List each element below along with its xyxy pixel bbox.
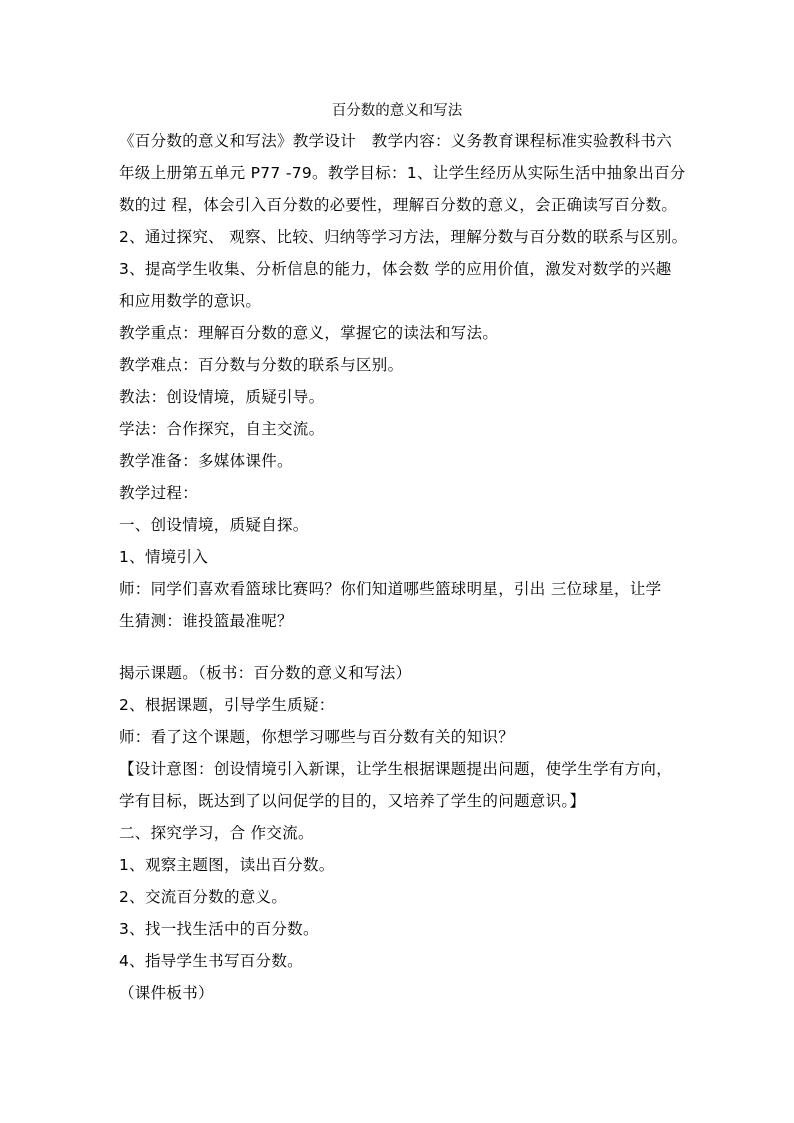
paragraph-line: 教学过程： <box>119 484 199 502</box>
paragraph-line: 《百分数的意义和写法》教学设计 教学内容：义务教育课程标准实验教科书六 <box>119 132 673 150</box>
paragraph-line: 2、交流百分数的意义。 <box>119 888 288 906</box>
paragraph-line: 教学准备：多媒体课件。 <box>119 452 293 470</box>
paragraph-line: 2、通过探究、 观察、比较、归纳等学习方法，理解分数与百分数的联系与区别。 <box>119 228 688 246</box>
section-heading: 二、探究学习，合 作交流。 <box>119 824 314 842</box>
section-heading: 一、创设情境，质疑自探。 <box>119 516 309 534</box>
paragraph-line: 教法：创设情境，质疑引导。 <box>119 388 325 406</box>
paragraph-line: 师：同学们喜欢看篮球比赛吗？你们知道哪些篮球明星，引出 三位球星，让学 <box>119 580 662 598</box>
design-intent-line: 【设计意图：创设情境引入新课，让学生根据课题提出问题，使学生学有方向， <box>119 760 673 778</box>
paragraph-line: 3、找一找生活中的百分数。 <box>119 920 319 938</box>
paragraph-line: 1、观察主题图，读出百分数。 <box>119 856 335 874</box>
paragraph-line: 教学难点：百分数与分数的联系与区别。 <box>119 356 404 374</box>
paragraph-line: （课件板书） <box>119 984 214 1002</box>
document-title: 百分数的意义和写法 <box>331 103 463 119</box>
paragraph-line: 数的过 程，体会引入百分数的必要性，理解百分数的意义，会正确读写百分数。 <box>119 196 678 214</box>
paragraph-line: 学法：合作探究，自主交流。 <box>119 420 325 438</box>
paragraph-line: 和应用数学的意识。 <box>119 292 262 310</box>
paragraph-line: 揭示课题。（板书：百分数的意义和写法） <box>119 664 412 682</box>
design-intent-line: 学有目标，既达到了以问促学的目的，又培养了学生的问题意识。】 <box>119 792 586 810</box>
paragraph-line: 生猜测：谁投篮最准呢？ <box>119 612 293 630</box>
paragraph-line: 3、提高学生收集、分析信息的能力，体会数 学的应用价值，激发对数学的兴趣 <box>119 260 672 278</box>
paragraph-line: 1、情境引入 <box>119 548 209 566</box>
paragraph-line: 年级上册第五单元 P77 -79。教学目标：1、让学生经历从实际生活中抽象出百分 <box>119 164 686 182</box>
paragraph-line: 师：看了这个课题，你想学习哪些与百分数有关的知识？ <box>119 728 515 746</box>
paragraph-line: 教学重点：理解百分数的意义，掌握它的读法和写法。 <box>119 324 499 342</box>
paragraph-line: 2、根据课题，引导学生质疑： <box>119 696 335 714</box>
paragraph-line: 4、指导学生书写百分数。 <box>119 952 303 970</box>
